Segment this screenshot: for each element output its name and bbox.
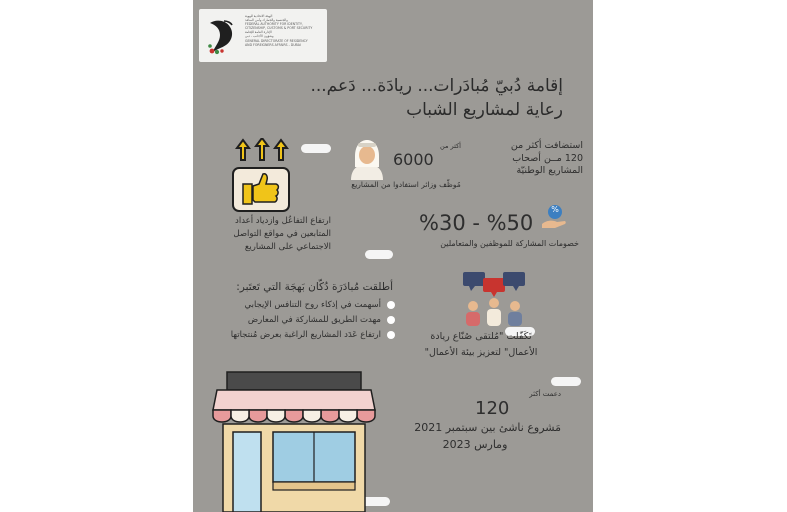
logo-line: CITIZENSHIP, CUSTOMS & PORT SECURITY bbox=[245, 26, 313, 31]
employees-prefix: أكثر من bbox=[440, 142, 461, 150]
discount-caption: خصومات المشاركة للموظفين والمتعاملين bbox=[440, 239, 579, 248]
hosted-projects-text: استضافت أكثر من 120 مــن أصحاب المشاريع الوطنيّة bbox=[510, 140, 583, 176]
logo-text bbox=[245, 14, 325, 47]
bullet-dot-icon bbox=[387, 301, 395, 309]
meeting-people-icon bbox=[461, 270, 527, 330]
logo-line: وشؤون الأجانب - دبي bbox=[245, 34, 274, 39]
list-item bbox=[199, 327, 395, 342]
logo bbox=[199, 9, 327, 62]
logo-line: FEDERAL AUTHORITY FOR IDENTITY, bbox=[245, 22, 303, 27]
forum-text-line1: تَكَفّلت "مُلتقى صُنّاع ريادة bbox=[430, 331, 532, 342]
visitor-person-icon bbox=[346, 136, 388, 180]
page-subtitle: رعاية لمشاريع الشباب bbox=[406, 100, 563, 120]
logo-line: GENERAL DIRECTORATE OF RESIDENCY bbox=[245, 38, 308, 43]
employees-count: 6000 bbox=[393, 150, 434, 169]
logo-line: الإدارة العامة للإقامة bbox=[245, 30, 272, 35]
thumbs-up-growth-icon bbox=[231, 138, 293, 213]
cloud-decoration bbox=[301, 144, 331, 153]
infographic-poster bbox=[193, 0, 593, 512]
cloud-decoration bbox=[365, 250, 393, 259]
bullet-text: ارتفاع عَدَد المشاريع الراغبة بعرض مُنتجاتها bbox=[230, 329, 381, 340]
logo-line: الهيئة الاتحادية للهوية bbox=[245, 14, 273, 18]
list-item bbox=[199, 297, 395, 312]
bullet-text: مهدت الطريق للمشاركة في المعارض bbox=[247, 314, 381, 325]
initiative-heading: أطلقت مُبادَرَة دُكّان بَهجَة التي تَعتَبر: bbox=[236, 281, 393, 293]
bullet-dot-icon bbox=[387, 331, 395, 339]
supported-line1: مَشروع ناشئ بين سبتمبر 2021 bbox=[414, 421, 561, 434]
cloud-decoration bbox=[551, 377, 581, 386]
supported-prefix: دعمت أكثر bbox=[529, 390, 561, 398]
page-title: إقامة دُبيّ مُبادَرات... ريادَة... دَعم... bbox=[310, 76, 563, 96]
supported-count: 120 bbox=[475, 398, 510, 419]
logo-line: والجنسية والجمارك وأمن المنافذ bbox=[245, 18, 288, 23]
discount-range: %30 - %50 bbox=[419, 211, 534, 235]
initiative-bullet-list bbox=[199, 297, 395, 342]
supported-line2: ومارس 2023 bbox=[442, 438, 508, 451]
forum-text-line2: الأعمال" لتعزيز بيئة الأعمال" bbox=[424, 347, 538, 358]
discount-badge: % bbox=[551, 205, 559, 214]
bullet-dot-icon bbox=[387, 316, 395, 324]
employees-caption: مُوظّف وزائر استفادوا من المشاريع bbox=[351, 180, 461, 189]
bullet-text: أسهمت في إذكاء روح التنافس الإيجابي bbox=[244, 299, 381, 310]
falcon-logo-icon bbox=[204, 15, 242, 57]
list-item bbox=[199, 312, 395, 327]
social-media-text: ارتفاع التفاعُل وازدياد أعداد المتابعين في مواقع التواصل الاجتماعي على المشاريع bbox=[233, 216, 331, 252]
shop-storefront-icon bbox=[211, 370, 377, 512]
logo-line: AND FOREIGNERS AFFAIRS - DUBAI bbox=[245, 42, 301, 47]
